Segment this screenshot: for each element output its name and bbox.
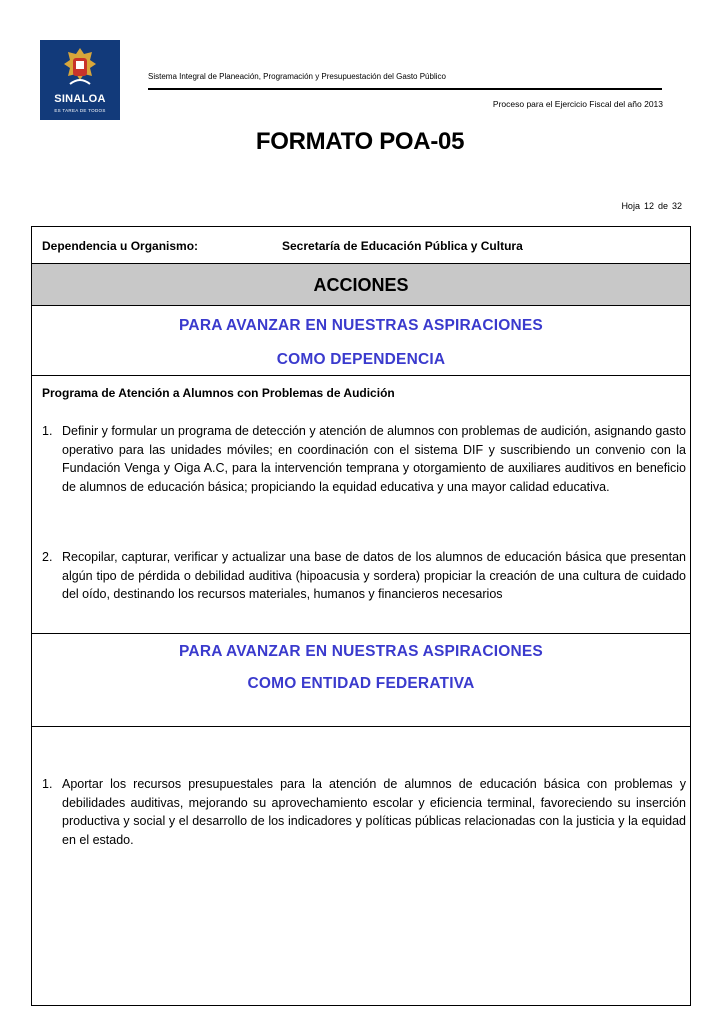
section-title-line2: COMO DEPENDENCIA <box>276 351 446 368</box>
poa-table <box>31 226 691 1006</box>
item-number: 1. <box>42 777 53 791</box>
sheet-counter <box>617 201 682 211</box>
section-title-line1: PARA AVANZAR EN NUESTRAS ASPIRACIONES <box>179 643 543 660</box>
item-text: Definir y formular un programa de detección y atención de alumnos con problemas de audición, asignando gasto operativo para las unidades móviles; en coordinación con el sistema DIF y suscribiendo un convenio con la Fundación Venga y Oiga A.C, para la intervención temprana y otorgamiento de auxiliares auditivos en beneficio de alumnos de educación básica; propiciando la equidad educativa y una mayor calidad educativa. <box>62 424 686 494</box>
sheet-total: 32 <box>671 201 682 211</box>
section-content-dependency <box>32 376 690 634</box>
section-heading-dependency <box>32 306 690 376</box>
program-title: Programa de Atención a Alumnos con Problemas de Audición <box>42 386 395 400</box>
item-text: Recopilar, capturar, verificar y actualizar una base de datos de los alumnos de educación básica que presentan algún tipo de pérdida o debilidad auditiva (hipoacusia y sordera) propiciar la creación de una cultura de cuidado del oído, destinando los recursos materiales, humanos y financieros necesarios <box>62 550 686 601</box>
system-title: Sistema Integral de Planeación, Programación y Presupuestación del Gasto Público <box>148 72 446 81</box>
list-item <box>42 548 686 604</box>
list-item <box>42 422 686 496</box>
page-title: FORMATO POA-05 <box>255 128 465 155</box>
fiscal-process: Proceso para el Ejercicio Fiscal del año 2013 <box>492 99 663 109</box>
sheet-label: Hoja <box>621 201 640 211</box>
actions-header: ACCIONES <box>32 264 690 306</box>
section-title-line1: PARA AVANZAR EN NUESTRAS ASPIRACIONES <box>179 317 543 334</box>
list-item <box>42 775 686 849</box>
logo-brand-text: SINALOA <box>54 93 106 105</box>
logo-slogan-text: ES TAREA DE TODOS <box>54 108 106 113</box>
sinaloa-logo <box>40 40 120 120</box>
sheet-of-label: de <box>657 201 668 211</box>
section-title-line2: COMO ENTIDAD FEDERATIVA <box>247 675 475 692</box>
dependency-value: Secretaría de Educación Pública y Cultura <box>282 239 523 253</box>
item-number: 1. <box>42 424 53 438</box>
section-heading-state <box>32 634 690 727</box>
item-text: Aportar los recursos presupuestales para la atención de alumnos de educación básica con problemas y debilidades auditivas, mejorando su aprovechamiento escolar y eficiencia terminal, favoreciendo su inserción productiva y social y el desarrollo de los indicadores y políticas públicas relacionadas con la justicia y la equidad en el estado. <box>62 777 686 847</box>
section-content-state <box>32 727 690 1005</box>
item-number: 2. <box>42 550 53 564</box>
dependency-row <box>32 227 690 264</box>
sheet-current: 12 <box>643 201 654 211</box>
header-divider <box>148 88 662 90</box>
dependency-label: Dependencia u Organismo: <box>42 239 199 253</box>
coat-of-arms-icon <box>62 46 98 90</box>
